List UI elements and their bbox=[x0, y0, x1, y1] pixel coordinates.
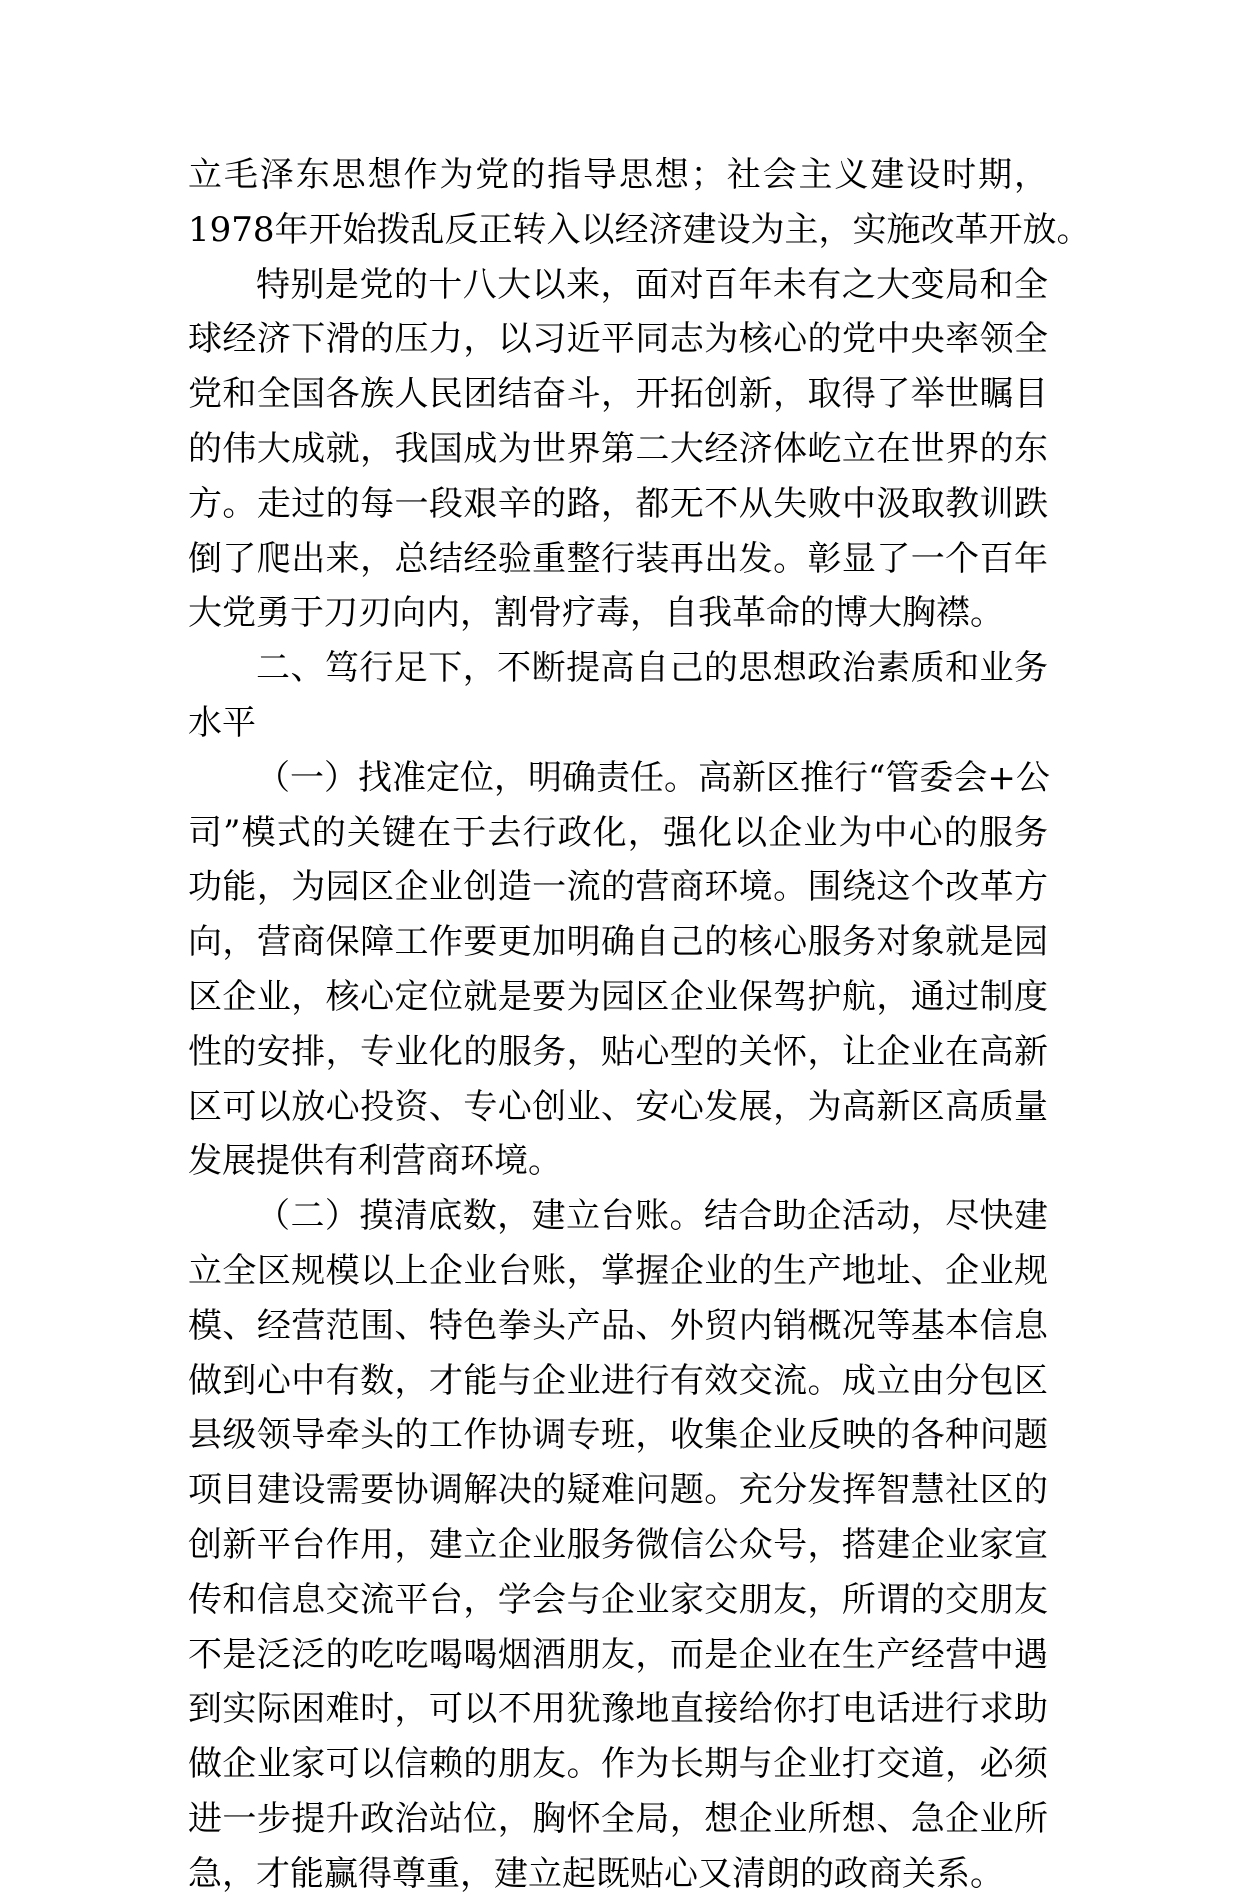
text-line: 立全区规模以上企业台账，掌握企业的生产地址、企业规 bbox=[188, 1250, 1048, 1291]
text-line: 不是泛泛的吃吃喝喝烟酒朋友，而是企业在生产经营中遇 bbox=[188, 1634, 1048, 1675]
text-line: 县级领导牵头的工作协调专班，收集企业反映的各种问题 bbox=[188, 1415, 1048, 1456]
text-line: 的伟大成就，我国成为世界第二大经济体屹立在世界的东 bbox=[188, 428, 1048, 469]
text-line: 大党勇于刀刃向内，割骨疗毒，自我革命的博大胸襟。 bbox=[188, 593, 1004, 634]
text-line: 模、经营范围、特色拳头产品、外贸内销概况等基本信息 bbox=[188, 1305, 1048, 1346]
text-line: 创新平台作用，建立企业服务微信公众号，搭建企业家宣 bbox=[188, 1524, 1048, 1565]
paragraph-first-line: 特别是党的十八大以来，面对百年未有之大变局和全 bbox=[256, 264, 1048, 305]
paragraph-first-line: （二）摸清底数，建立台账。结合助企活动，尽快建 bbox=[256, 1196, 1048, 1237]
text-line: 发展提供有利营商环境。 bbox=[188, 1141, 562, 1182]
text-line: 党和全国各族人民团结奋斗，开拓创新，取得了举世瞩目 bbox=[188, 374, 1048, 415]
text-line: 球经济下滑的压力，以习近平同志为核心的党中央率领全 bbox=[188, 319, 1048, 360]
text-line: 做到心中有数，才能与企业进行有效交流。成立由分包区 bbox=[188, 1360, 1048, 1401]
text-line: 立毛泽东思想作为党的指导思想；社会主义建设时期， bbox=[188, 155, 1048, 195]
text-line: 1978年开始拨乱反正转入以经济建设为主，实施改革开放。 bbox=[188, 209, 1091, 250]
text-line: 项目建设需要协调解决的疑难问题。充分发挥智慧社区的 bbox=[188, 1470, 1048, 1511]
text-line: 进一步提升政治站位，胸怀全局，想企业所想、急企业所 bbox=[188, 1798, 1048, 1839]
text-line: 倒了爬出来，总结经验重整行装再出发。彰显了一个百年 bbox=[188, 538, 1048, 579]
section-heading-continuation: 水平 bbox=[188, 702, 256, 743]
text-line: 方。走过的每一段艰辛的路，都无不从失败中汲取教训跌 bbox=[188, 483, 1048, 524]
text-line: 向，营商保障工作要更加明确自己的核心服务对象就是园 bbox=[188, 922, 1048, 963]
body-text bbox=[188, 148, 1091, 1902]
text-line: 到实际困难时，可以不用犹豫地直接给你打电话进行求助 bbox=[188, 1689, 1048, 1730]
text-line: 传和信息交流平台，学会与企业家交朋友，所谓的交朋友 bbox=[188, 1579, 1048, 1620]
text-line: 区企业，核心定位就是要为园区企业保驾护航，通过制度 bbox=[188, 976, 1048, 1017]
text-line: 急，才能赢得尊重，建立起既贴心又清朗的政商关系。 bbox=[188, 1853, 1004, 1894]
section-heading: 二、笃行足下，不断提高自己的思想政治素质和业务 bbox=[256, 648, 1048, 689]
text-line: 功能，为园区企业创造一流的营商环境。围绕这个改革方 bbox=[188, 867, 1048, 908]
text-line: 性的安排，专业化的服务，贴心型的关怀，让企业在高新 bbox=[188, 1031, 1048, 1072]
text-line: 区可以放心投资、专心创业、安心发展，为高新区高质量 bbox=[188, 1086, 1048, 1127]
paragraph-first-line: （一）找准定位，明确责任。高新区推行“管委会+公 bbox=[256, 757, 1050, 798]
text-line: 司”模式的关键在于去行政化，强化以企业为中心的服务 bbox=[188, 812, 1048, 853]
text-line: 做企业家可以信赖的朋友。作为长期与企业打交道，必须 bbox=[188, 1744, 1048, 1785]
